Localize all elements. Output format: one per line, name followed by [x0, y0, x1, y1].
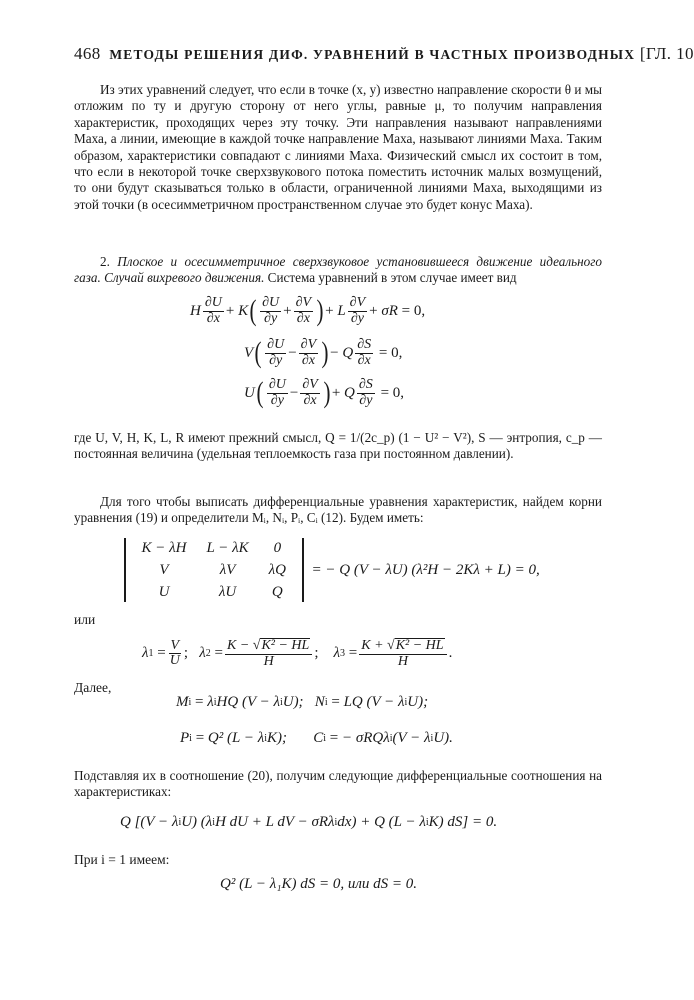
matrix-cell: U — [158, 583, 170, 600]
running-title: МЕТОДЫ РЕШЕНИЯ ДИФ. УРАВНЕНИЙ В ЧАСТНЫХ ПРОИЗВОДНЫХ — [109, 47, 636, 62]
determinant-matrix — [132, 537, 297, 603]
matrix-cell: λV — [219, 561, 236, 578]
determinant-equation — [124, 537, 540, 603]
page-number: 468 — [74, 44, 101, 63]
matrix-cell: λU — [218, 583, 237, 600]
equation-characteristic-relation: Q [(V − λ i U) (λ i H dU + L dV − σRλ i dx) + Q (L − λ i K) dS] = 0. — [120, 814, 498, 830]
matrix-cell: K − λH — [141, 539, 187, 556]
section-intro: Система уравнений в этом случае имеет вид — [264, 270, 517, 286]
paragraph-section-2 — [74, 254, 602, 287]
matrix-cell: L − λK — [206, 539, 249, 556]
chapter-label: [ГЛ. 10 — [639, 44, 694, 63]
running-head — [74, 44, 694, 64]
section-number: 2. — [100, 254, 110, 269]
determinant-left-bar — [124, 538, 126, 602]
lambda-roots: λ 1 = $\frac{V}{U}$ ; λ 2 = $\frac{\text{K − √K² − HL}}{H}$ ; λ 3 = $\frac{\text{K + √K² − HL}}{H}$ . — [142, 637, 453, 669]
matrix-cell: V — [159, 561, 169, 578]
equation-M-N: M i = λ i HQ (V − λ i U); N i = LQ (V − λ i U); — [176, 694, 429, 710]
paragraph-substitution: Подставляя их в соотношение (20), получим следующие дифференциальные соотношения на характеристиках: — [74, 768, 602, 800]
paragraph-definitions: где U, V, H, K, L, R имеют прежний смысл, Q = 1/(2c_p) (1 − U² − V²), S — энтропия, c_p — постоянная величина (удельная теплоемкость газа при постоянном давлении). — [74, 430, 602, 462]
equation-2: V ( $\frac{\partial U}{\partial y}$ − $\frac{\partial V}{\partial x}$ ) − Q $\frac{\partial S}{\partial x}$ = 0, — [244, 336, 403, 370]
equation-P-C: P i = Q² (L − λ i K); C i = − σRQλ i (V − λ i U). — [180, 730, 453, 746]
matrix-cell: Q — [271, 583, 283, 600]
equation-1: H $\frac{\partial U}{\partial x}$ + K ( $\frac{\partial U}{\partial y}$ + $\frac{\partial V}{\partial x}$ ) + L $\frac{\partial V}{\partial y}$ + σR = 0, — [190, 294, 426, 328]
word-or: или — [74, 612, 96, 627]
matrix-cell: 0 — [273, 539, 282, 556]
when-i-equals-1: При i = 1 имеем: — [74, 852, 170, 867]
word-further: Далее, — [74, 680, 112, 695]
paragraph-characteristics: Для того чтобы выписать дифференциальные уравнения характеристик, найдем корни уравнения (19) и определители Mᵢ, Nᵢ, Pᵢ, Cᵢ (12). Будем иметь: — [74, 494, 602, 526]
equation-final: Q² (L − λ₁K) dS = 0, или dS = 0. — [220, 876, 418, 892]
equation-3: U ( $\frac{\partial U}{\partial y}$ − $\frac{\partial V}{\partial x}$ ) + Q $\frac{\partial S}{\partial y}$ = 0, — [244, 376, 405, 410]
paragraph-mach-lines: Из этих уравнений следует, что если в точке (x, y) известно направление скорости θ и мы отложим по ту и другую сторону от него углы, равные μ, то получим направления характеристик, проходящих через эту точку. Эти направления называют направлениями Маха, а линии, имеющие в каждой точке направление Маха, называют линиями Маха. Таким образом, характеристики совпадают с линиями Маха. Физический смысл их состоит в том, что если в некоторой точке сверхзвукового потока поместить источник малых возмущений, то они будут сказываться только в области, ограниченной линиями Маха, выходящими из этой точки (в осесимметричном пространственном случае это будет конус Маха). — [74, 82, 602, 212]
matrix-cell: λQ — [268, 561, 287, 578]
determinant-right-bar — [302, 538, 304, 602]
section-title: Плоское и осесимметричное сверхзвуковое установившееся движение идеального газа. Случай вихревого движения. — [74, 254, 603, 286]
determinant-rhs: = − Q (V − λU) (λ²H − 2Kλ + L) = 0, — [311, 561, 540, 578]
